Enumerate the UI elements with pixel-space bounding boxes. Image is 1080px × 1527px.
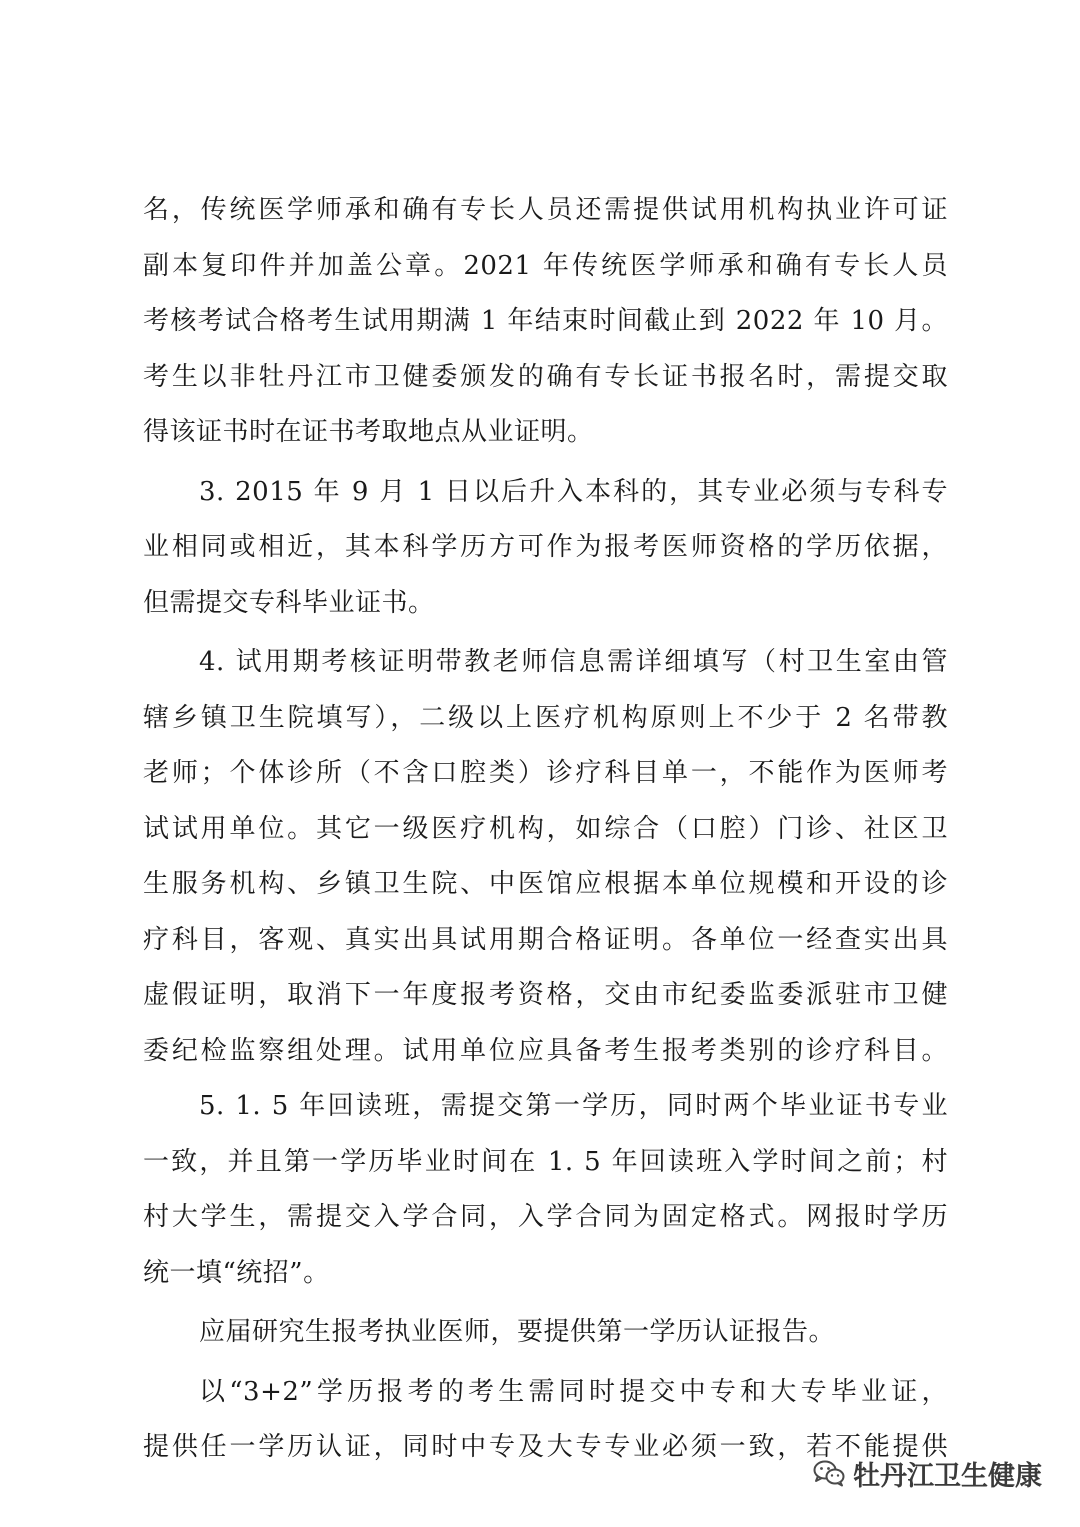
text-line: 老师；个体诊所（不含口腔类）诊疗科目单一，不能作为医师考 bbox=[143, 758, 948, 788]
paragraph-3plus2-start: 以“3+2”学历报考的考生需同时提交中专和大专毕业证， bbox=[199, 1376, 948, 1407]
paragraph-3-start: 3. 2015 年 9 月 1 日以后升入本科的，其专业必须与专科专 bbox=[199, 476, 948, 507]
text-line: 但需提交专科毕业证书。 bbox=[143, 587, 435, 618]
document-body bbox=[143, 183, 948, 1476]
text-line: 试试用单位。其它一级医疗机构，如综合（口腔）门诊、社区卫 bbox=[143, 813, 948, 844]
text-line: 业相同或相近，其本科学历方可作为报考医师资格的学历依据， bbox=[143, 532, 948, 562]
paragraph-5-start: 5. 1. 5 年回读班，需提交第一学历，同时两个毕业证书专业 bbox=[199, 1091, 948, 1121]
text-line: 一致，并且第一学历毕业时间在 1. 5 年回读班入学时间之前；村 bbox=[143, 1146, 948, 1177]
wechat-icon bbox=[813, 1459, 845, 1487]
text-line: 疗科目，客观、真实出具试用期合格证明。各单位一经查实出具 bbox=[143, 924, 948, 955]
text-line: 虚假证明，取消下一年度报考资格，交由市纪委监委派驻市卫健 bbox=[143, 980, 948, 1010]
text-line: 考生以非牡丹江市卫健委颁发的确有专长证书报名时，需提交取 bbox=[143, 361, 948, 392]
text-line: 提供任一学历认证，同时中专及大专专业必须一致，若不能提供 bbox=[143, 1432, 948, 1462]
paragraph-4-start: 4. 试用期考核证明带教老师信息需详细填写（村卫生室由管 bbox=[199, 647, 948, 677]
text-line: 生服务机构、乡镇卫生院、中医馆应根据本单位规模和开设的诊 bbox=[143, 869, 948, 899]
text-line: 名，传统医学师承和确有专长人员还需提供试用机构执业许可证 bbox=[143, 195, 948, 225]
text-line: 考核考试合格考生试用期满 1 年结束时间截止到 2022 年 10 月。 bbox=[143, 306, 948, 336]
text-line: 统一填“统招”。 bbox=[143, 1257, 330, 1288]
watermark bbox=[813, 1455, 1042, 1491]
text-line: 委纪检监察组处理。试用单位应具备考生报考类别的诊疗科目。 bbox=[143, 1035, 948, 1066]
paragraph-graduate: 应届研究生报考执业医师，要提供第一学历认证报告。 bbox=[199, 1317, 836, 1347]
text-line: 得该证书时在证书考取地点从业证明。 bbox=[143, 417, 594, 447]
text-line: 村大学生，需提交入学合同，入学合同为固定格式。网报时学历 bbox=[143, 1202, 948, 1232]
watermark-text: 牡丹江卫生健康 bbox=[853, 1460, 1042, 1492]
text-line: 辖乡镇卫生院填写），二级以上医疗机构原则上不少于 2 名带教 bbox=[143, 702, 948, 733]
text-line: 副本复印件并加盖公章。2021 年传统医学师承和确有专长人员 bbox=[143, 250, 948, 281]
